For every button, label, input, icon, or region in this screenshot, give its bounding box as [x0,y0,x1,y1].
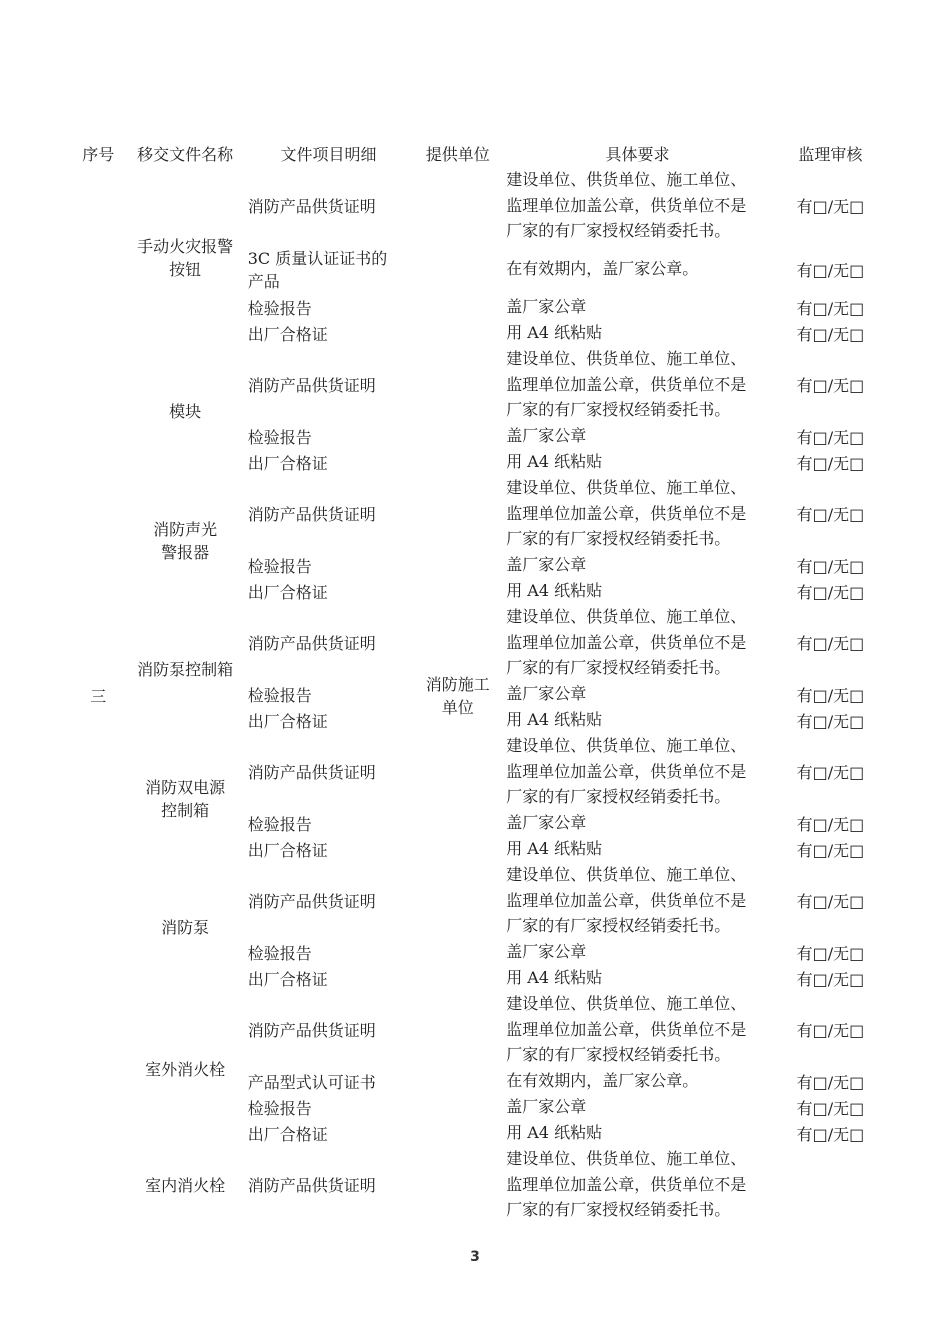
review-checkbox[interactable]: 有□/无□ [796,892,865,911]
requirement: 盖厂家公章 [506,813,587,833]
requirement-cell [502,167,773,244]
file-name: 模块 [169,402,202,421]
item-detail: 产品型式认可证书 [247,1072,376,1092]
requirement-cell [502,991,773,1068]
file-name: 消防泵 [161,918,210,937]
review-checkbox[interactable]: 有□/无□ [796,427,865,447]
review-checkbox[interactable]: 有□/无□ [796,711,865,731]
page-number: 3 [470,1249,480,1265]
item-detail: 出厂合格证 [247,711,328,731]
item-detail-cell [244,578,414,604]
item-detail-cell [244,939,414,965]
requirement-cell [502,1068,773,1094]
requirement-cell [502,681,773,707]
review-checkbox[interactable]: 有□/无□ [796,556,865,576]
requirement-cell [502,810,773,836]
item-detail-cell [244,681,414,707]
item-detail-cell [244,475,414,552]
review-checkbox[interactable]: 有□/无□ [796,1021,865,1040]
provider-cell [413,167,502,1223]
header-item-detail: 文件项目明细 [280,144,377,164]
item-detail: 检验报告 [247,685,312,705]
requirement: 盖厂家公章 [506,942,587,962]
requirement-cell [502,320,773,346]
requirement: 盖厂家公章 [506,297,587,317]
item-detail-cell [244,423,414,449]
requirement-cell [502,733,773,810]
item-detail: 消防产品供货证明 [247,763,376,782]
requirement-cell [502,707,773,733]
requirement-cell [502,244,773,294]
requirement-cell [502,449,773,475]
item-detail-cell [244,604,414,681]
file-name: 消防泵控制箱 [137,660,234,679]
review-checkbox[interactable]: 有□/无□ [796,376,865,395]
item-detail-cell [244,836,414,862]
requirement: 建设单位、供货单位、施工单位、 监理单位加盖公章，供货单位不是 厂家的有厂家授权经销委托书。 [506,607,747,678]
item-detail: 消防产品供货证明 [247,1021,376,1040]
review-checkbox[interactable]: 有□/无□ [796,943,865,963]
requirement: 盖厂家公章 [506,1097,587,1117]
review-checkbox[interactable]: 有□/无□ [796,453,865,473]
requirement: 用 A4 纸粘贴 [506,968,603,988]
item-detail: 3C 质量认证证书的 产品 [247,249,388,291]
item-detail: 检验报告 [247,1098,312,1118]
item-detail-cell [244,320,414,346]
requirement: 用 A4 纸粘贴 [506,452,603,472]
handover-documents-table [70,139,888,1223]
item-detail-cell [244,862,414,939]
requirement: 用 A4 纸粘贴 [506,581,603,601]
provider: 消防施工 单位 [425,675,490,717]
requirement-cell [502,578,773,604]
requirement: 用 A4 纸粘贴 [506,323,603,343]
requirement-cell [502,475,773,552]
header-seq: 序号 [82,144,115,164]
file-name-cell [127,346,244,475]
item-detail-cell [244,707,414,733]
requirement-cell [502,862,773,939]
item-detail-cell [244,991,414,1068]
requirement-cell [502,604,773,681]
file-name-cell [127,733,244,862]
requirement: 建设单位、供货单位、施工单位、 监理单位加盖公章，供货单位不是 厂家的有厂家授权经销委托书。 [506,994,747,1065]
item-detail: 检验报告 [247,814,312,834]
review-checkbox[interactable]: 有□/无□ [796,814,865,834]
item-detail: 检验报告 [247,427,312,447]
item-detail: 出厂合格证 [247,453,328,473]
review-checkbox[interactable]: 有□/无□ [796,1124,865,1144]
file-name-cell [127,1146,244,1223]
item-detail: 消防产品供货证明 [247,634,376,653]
item-detail-cell [244,449,414,475]
item-detail: 检验报告 [247,556,312,576]
review-checkbox[interactable]: 有□/无□ [796,197,865,216]
item-detail-cell [244,965,414,991]
requirement-cell [502,346,773,423]
item-detail-cell [244,346,414,423]
item-detail-cell [244,1120,414,1146]
review-checkbox[interactable]: 有□/无□ [796,582,865,602]
review-checkbox[interactable] [773,1146,888,1223]
requirement-cell [502,1146,773,1223]
requirement-cell [502,939,773,965]
requirement: 建设单位、供货单位、施工单位、 监理单位加盖公章，供货单位不是 厂家的有厂家授权经销委托书。 [506,736,747,807]
requirement: 建设单位、供货单位、施工单位、 监理单位加盖公章，供货单位不是 厂家的有厂家授权经销委托书。 [506,1149,747,1220]
item-detail: 消防产品供货证明 [247,197,376,216]
section-number: 三 [90,686,107,706]
requirement: 盖厂家公章 [506,426,587,446]
header-review: 监理审核 [798,144,863,164]
item-detail: 消防产品供货证明 [247,1176,376,1195]
review-checkbox[interactable]: 有□/无□ [796,840,865,860]
review-checkbox[interactable]: 有□/无□ [796,298,865,318]
requirement: 在有效期内，盖厂家公章。 [506,1071,699,1091]
requirement: 用 A4 纸粘贴 [506,710,603,730]
file-name-cell [127,991,244,1146]
requirement-cell [502,1094,773,1120]
review-checkbox[interactable]: 有□/无□ [796,505,865,524]
requirement: 建设单位、供货单位、施工单位、 监理单位加盖公章，供货单位不是 厂家的有厂家授权经销委托书。 [506,349,747,420]
item-detail: 出厂合格证 [247,969,328,989]
item-detail: 检验报告 [247,298,312,318]
review-checkbox[interactable]: 有□/无□ [796,1098,865,1118]
requirement-cell [502,423,773,449]
requirement: 建设单位、供货单位、施工单位、 监理单位加盖公章，供货单位不是 厂家的有厂家授权经销委托书。 [506,170,747,241]
item-detail-cell [244,1094,414,1120]
item-detail: 出厂合格证 [247,324,328,344]
table-body [70,167,888,1223]
item-detail: 检验报告 [247,943,312,963]
file-name: 手动火灾报警 按钮 [137,236,234,279]
review-checkbox[interactable]: 有□/无□ [796,763,865,782]
requirement: 在有效期内，盖厂家公章。 [506,259,699,279]
review-checkbox[interactable]: 有□/无□ [796,324,865,344]
file-name-cell [127,475,244,604]
item-detail-cell [244,810,414,836]
item-detail-cell [244,244,414,294]
file-name: 室内消火栓 [145,1176,226,1195]
review-checkbox[interactable]: 有□/无□ [796,1072,865,1092]
table-row [70,167,888,244]
file-name: 消防声光 警报器 [153,519,218,562]
requirement: 建设单位、供货单位、施工单位、 监理单位加盖公章，供货单位不是 厂家的有厂家授权经销委托书。 [506,865,747,936]
requirement-cell [502,552,773,578]
item-detail: 消防产品供货证明 [247,376,376,395]
file-name-cell [127,862,244,991]
requirement-cell [502,1120,773,1146]
item-detail: 出厂合格证 [247,840,328,860]
table-header-row [70,139,888,167]
header-provider: 提供单位 [425,144,490,164]
item-detail-cell [244,294,414,320]
requirement-cell [502,836,773,862]
item-detail-cell [244,1146,414,1223]
file-name-cell [127,604,244,733]
file-name: 室外消火栓 [145,1060,226,1079]
header-requirement: 具体要求 [605,144,670,164]
requirement: 盖厂家公章 [506,684,587,704]
file-name-cell [127,167,244,346]
requirement: 建设单位、供货单位、施工单位、 监理单位加盖公章，供货单位不是 厂家的有厂家授权经销委托书。 [506,478,747,549]
review-checkbox[interactable]: 有□/无□ [796,685,865,705]
requirement: 用 A4 纸粘贴 [506,839,603,859]
review-checkbox[interactable]: 有□/无□ [796,260,865,280]
requirement-cell [502,294,773,320]
header-file-name: 移交文件名称 [137,144,234,164]
review-checkbox[interactable]: 有□/无□ [796,969,865,989]
item-detail-cell [244,552,414,578]
requirement: 用 A4 纸粘贴 [506,1123,603,1143]
item-detail-cell [244,1068,414,1094]
item-detail-cell [244,167,414,244]
item-detail: 消防产品供货证明 [247,892,376,911]
review-checkbox[interactable]: 有□/无□ [796,634,865,653]
item-detail: 出厂合格证 [247,1124,328,1144]
requirement: 盖厂家公章 [506,555,587,575]
item-detail: 出厂合格证 [247,582,328,602]
requirement-cell [502,965,773,991]
item-detail: 消防产品供货证明 [247,505,376,524]
item-detail-cell [244,733,414,810]
file-name: 消防双电源 控制箱 [145,777,226,820]
